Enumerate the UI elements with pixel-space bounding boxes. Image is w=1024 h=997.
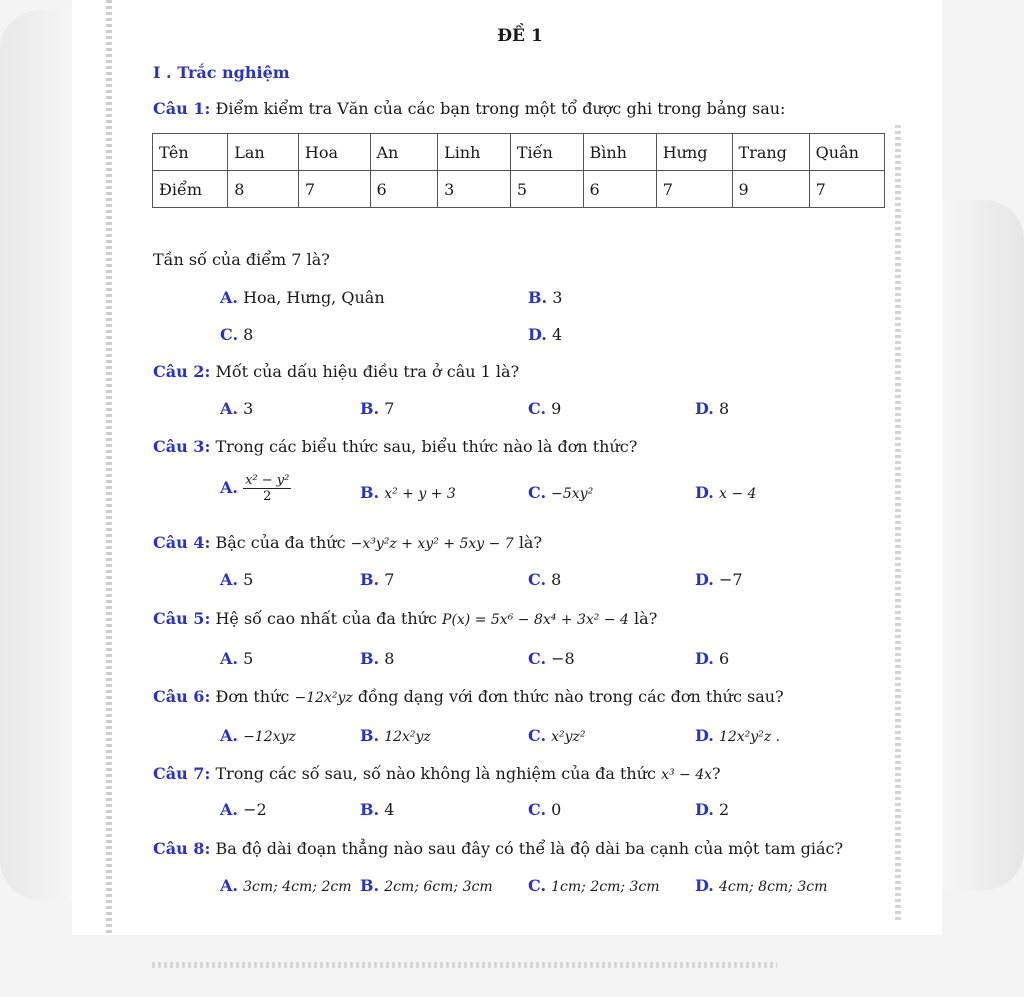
option-letter: D.	[695, 726, 714, 745]
option-letter: A.	[220, 876, 238, 895]
option-6c	[528, 726, 586, 745]
option-text: −12xyz	[243, 729, 296, 745]
question-6	[153, 687, 784, 706]
score-table	[152, 133, 885, 208]
option-letter: D.	[528, 325, 547, 344]
option-letter: D.	[695, 649, 714, 668]
option-letter: A.	[220, 288, 238, 307]
question-label: Câu 3:	[153, 437, 211, 456]
option-letter: D.	[695, 570, 714, 589]
table-cell: 5	[510, 171, 583, 208]
question-5	[153, 609, 657, 628]
question-label: Câu 8:	[153, 839, 211, 858]
option-letter: C.	[528, 649, 547, 668]
option-letter: C.	[528, 876, 547, 895]
option-letter: B.	[528, 288, 548, 307]
option-letter: C.	[528, 726, 547, 745]
option-6d	[695, 726, 780, 745]
option-3a	[220, 473, 291, 504]
option-letter: D.	[695, 399, 714, 418]
option-4a	[220, 570, 253, 589]
page-title: ĐỀ 1	[497, 26, 543, 46]
table-row-scores	[153, 171, 885, 208]
option-7c	[528, 800, 561, 819]
question-1-sub: Tần số của điểm 7 là?	[153, 250, 330, 269]
table-cell: 7	[656, 171, 732, 208]
option-letter: C.	[528, 570, 547, 589]
question-label: Câu 2:	[153, 362, 211, 381]
option-7b	[360, 800, 394, 819]
option-text: 12x²yz	[384, 729, 431, 745]
option-letter: C.	[528, 800, 547, 819]
option-text: 3	[552, 288, 563, 307]
option-text: x − 4	[718, 486, 757, 502]
question-text-after: đồng dạng với đơn thức nào trong các đơn thức sau?	[357, 687, 784, 706]
option-text: −2	[243, 800, 267, 819]
table-cell: 8	[228, 171, 299, 208]
table-cell: 7	[809, 171, 884, 208]
option-1b	[528, 288, 562, 307]
option-text: x² + y + 3	[384, 486, 456, 502]
option-text: −7	[718, 570, 743, 589]
option-5b	[360, 649, 394, 668]
option-text: Hoa, Hưng, Quân	[243, 288, 385, 307]
question-text: Hệ số cao nhất của đa thức	[215, 609, 437, 628]
option-text: 2	[718, 800, 730, 819]
table-cell: 9	[732, 171, 809, 208]
option-text: −5xy²	[551, 486, 594, 502]
option-letter: D.	[695, 800, 714, 819]
option-text: 0	[551, 800, 562, 819]
option-2d	[695, 399, 729, 418]
fraction	[243, 473, 291, 504]
page-border-bottom	[152, 962, 777, 968]
question-text: Trong các số sau, số nào không là nghiệm của đa thức	[215, 764, 656, 783]
section-title: I . Trắc nghiệm	[153, 63, 290, 82]
question-7	[153, 764, 721, 783]
option-letter: C.	[220, 325, 239, 344]
question-text: Điểm kiểm tra Văn của các bạn trong một tổ được ghi trong bảng sau:	[215, 99, 786, 118]
table-cell: 6	[370, 171, 438, 208]
option-5c	[528, 649, 575, 668]
option-1d	[528, 325, 562, 344]
question-1	[153, 99, 785, 118]
table-cell: Hưng	[656, 134, 732, 171]
table-cell: An	[370, 134, 438, 171]
option-text: 5	[243, 570, 254, 589]
table-cell: Quân	[809, 134, 884, 171]
option-1c	[220, 325, 253, 344]
option-text: 9	[551, 399, 562, 418]
option-5d	[695, 649, 729, 668]
option-6a	[220, 726, 296, 745]
option-letter: B.	[360, 876, 380, 895]
option-letter: B.	[360, 800, 380, 819]
option-text: −8	[551, 649, 575, 668]
option-7d	[695, 800, 729, 819]
option-letter: A.	[220, 726, 238, 745]
table-cell: 7	[298, 171, 370, 208]
option-letter: B.	[360, 726, 380, 745]
option-text: 6	[718, 649, 730, 668]
question-text-after: là?	[634, 609, 658, 628]
table-cell: Điểm	[153, 171, 228, 208]
fraction-numerator: x² − y²	[245, 473, 290, 488]
table-cell: Linh	[438, 134, 511, 171]
option-1a	[220, 288, 385, 307]
option-8a	[220, 876, 351, 895]
option-letter: A.	[220, 399, 238, 418]
table-cell: 6	[583, 171, 656, 208]
question-label: Câu 6:	[153, 687, 211, 706]
option-text: 5	[243, 649, 254, 668]
question-label: Câu 5:	[153, 609, 211, 628]
option-text: 7	[384, 570, 395, 589]
option-8c	[528, 876, 660, 895]
question-8	[153, 839, 843, 858]
page-border-left	[106, 0, 112, 935]
option-text: 12x²y²z .	[718, 729, 781, 745]
page-border-right	[895, 125, 901, 920]
question-4	[153, 533, 542, 552]
option-text: 4	[551, 325, 563, 344]
table-cell: 3	[438, 171, 511, 208]
question-label: Câu 1:	[153, 99, 211, 118]
option-letter: D.	[695, 876, 714, 895]
option-3b	[360, 483, 456, 502]
question-text-after: ?	[712, 764, 721, 783]
question-label: Câu 7:	[153, 764, 211, 783]
option-2a	[220, 399, 253, 418]
question-2	[153, 362, 519, 381]
option-text: 2cm; 6cm; 3cm	[384, 879, 493, 895]
table-row-names	[153, 134, 885, 171]
option-letter: C.	[528, 399, 547, 418]
page-shadow-right	[934, 200, 1024, 890]
option-letter: A.	[220, 570, 238, 589]
option-text: 8	[243, 325, 254, 344]
option-7a	[220, 800, 267, 819]
option-letter: D.	[695, 483, 714, 502]
option-4d	[695, 570, 743, 589]
option-letter: B.	[360, 483, 380, 502]
option-6b	[360, 726, 431, 745]
option-8b	[360, 876, 493, 895]
question-text-after: là?	[518, 533, 543, 552]
question-label: Câu 4:	[153, 533, 211, 552]
option-4c	[528, 570, 561, 589]
option-3c	[528, 483, 593, 502]
option-2b	[360, 399, 394, 418]
option-letter: A.	[220, 800, 238, 819]
option-letter: A.	[220, 478, 238, 497]
fraction-denominator: 2	[263, 489, 272, 504]
option-text: 3cm; 4cm; 2cm	[243, 879, 352, 895]
table-cell: Tên	[153, 134, 228, 171]
option-text: 4	[384, 800, 395, 819]
option-text: 1cm; 2cm; 3cm	[551, 879, 660, 895]
option-2c	[528, 399, 561, 418]
question-text: Đơn thức	[215, 687, 290, 706]
option-letter: B.	[360, 399, 380, 418]
question-3	[153, 437, 637, 456]
option-8d	[695, 876, 827, 895]
option-text: 7	[384, 399, 395, 418]
math-expression: P(x) = 5x⁶ − 8x⁴ + 3x² − 4	[442, 612, 629, 628]
question-text: Bậc của đa thức	[215, 533, 346, 552]
table-cell: Trang	[732, 134, 809, 171]
page-shadow-left	[0, 10, 80, 900]
table-cell: Tiến	[510, 134, 583, 171]
question-text: Mốt của dấu hiệu điều tra ở câu 1 là?	[215, 362, 520, 381]
table-cell: Bình	[583, 134, 656, 171]
math-expression: −x³y²z + xy² + 5xy − 7	[350, 536, 514, 552]
math-expression: x³ − 4x	[661, 767, 713, 783]
option-letter: C.	[528, 483, 547, 502]
option-5a	[220, 649, 253, 668]
table-cell: Hoa	[298, 134, 370, 171]
option-text: x²yz²	[551, 729, 586, 745]
option-text: 4cm; 8cm; 3cm	[718, 879, 828, 895]
question-text: Trong các biểu thức sau, biểu thức nào là đơn thức?	[215, 437, 638, 456]
option-letter: A.	[220, 649, 238, 668]
question-text: Ba độ dài đoạn thẳng nào sau đây có thể là độ dài ba cạnh của một tam giác?	[215, 839, 844, 858]
option-letter: B.	[360, 649, 380, 668]
option-text: 8	[384, 649, 395, 668]
math-expression: −12x²yz	[294, 690, 353, 706]
option-4b	[360, 570, 394, 589]
option-text: 8	[551, 570, 562, 589]
option-text: 8	[718, 399, 730, 418]
option-text: 3	[243, 399, 254, 418]
option-3d	[695, 483, 756, 502]
option-letter: B.	[360, 570, 380, 589]
table-cell: Lan	[228, 134, 299, 171]
